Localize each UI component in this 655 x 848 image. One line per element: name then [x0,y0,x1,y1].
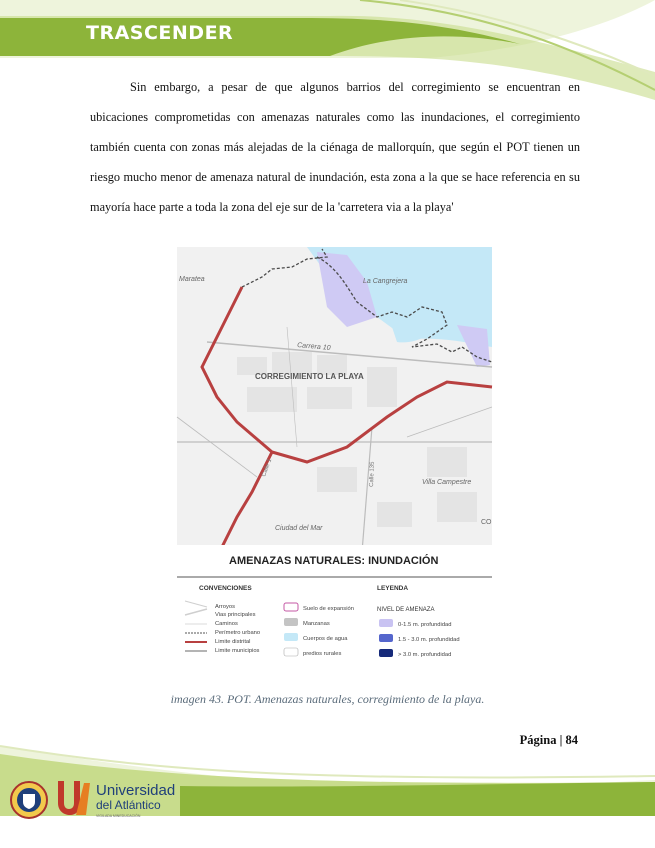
legend-swatch-mid [379,634,393,642]
page-number: Página | 84 [519,733,578,747]
body-paragraph: Sin embargo, a pesar de que algunos barrios del corregimiento se encuentran en ubicaciones comprometidas con amenazas naturales como las inundaciones, el corregimiento también cuenta con zonas más alejadas de la ciénaga de mallorquín, que según el POT tienen un riesgo mucho menor de amenaza natural de inundación, esta zona a la que se hace referencia en su mayoría hace parte a toda la zona del eje sur de la 'carretera via a la playa' [90,80,580,214]
legend-level-mid: 1.5 - 3.0 m. profundidad [398,637,460,643]
flood-threat-map [177,247,492,672]
map-label-ciudad-mar: Ciudad del Mar [275,525,323,532]
map-label-co: CO [481,519,492,526]
body-text [90,72,580,222]
legend-level-high: > 3.0 m. profundidad [398,652,452,658]
map-label-cangrejera: La Cangrejera [363,278,408,285]
legend-level-low: 0-1.5 m. profundidad [398,622,452,628]
logo-sub: VIGILADA MINEDUCACIÓN [96,814,141,818]
university-seal-icon [10,780,48,820]
logo-text-2: del Atlántico [96,798,161,812]
convention-caminos: Caminos [215,621,238,627]
convention-predios: predios rurales [303,651,342,657]
map-label-carrera10: Carrera 10 [296,342,331,352]
logo-text-1: Universidad [96,782,176,799]
brand-title: TRASCENDER [86,22,234,44]
map-label-campestre: Villa Campestre [422,479,472,486]
map-label-calle1: Calle 1 [261,458,274,478]
university-logo [56,777,176,821]
convention-vias: Vias principales [215,612,256,618]
legend-swatch-low [379,619,393,627]
convention-perimetro: Perímetro urbano [215,630,261,636]
convention-suelo: Suelo de expansión [303,606,354,612]
convention-arroyos: Arroyos [215,604,235,610]
legend-swatch-high [379,649,393,657]
convention-limite-municipios: Limite municipios [215,648,260,654]
legend-subtitle: NIVEL DE AMENAZA [377,607,435,613]
map-label-corregimiento: CORREGIMIENTO LA PLAYA [255,372,364,381]
conventions-title: CONVENCIONES [199,585,252,592]
convention-manzanas: Manzanas [303,621,330,627]
map-label-maratea: Maratea [179,276,205,283]
figure-caption: imagen 43. POT. Amenazas naturales, corregimiento de la playa. [170,692,485,706]
legend-title: LEYENDA [377,585,409,592]
map-title: AMENAZAS NATURALES: INUNDACIÓN [229,555,439,567]
convention-limite-distrital: Limite distrital [215,639,251,645]
convention-cuerpos-agua: Cuerpos de agua [303,636,348,642]
map-label-calle135: Calle 135 [369,461,376,488]
